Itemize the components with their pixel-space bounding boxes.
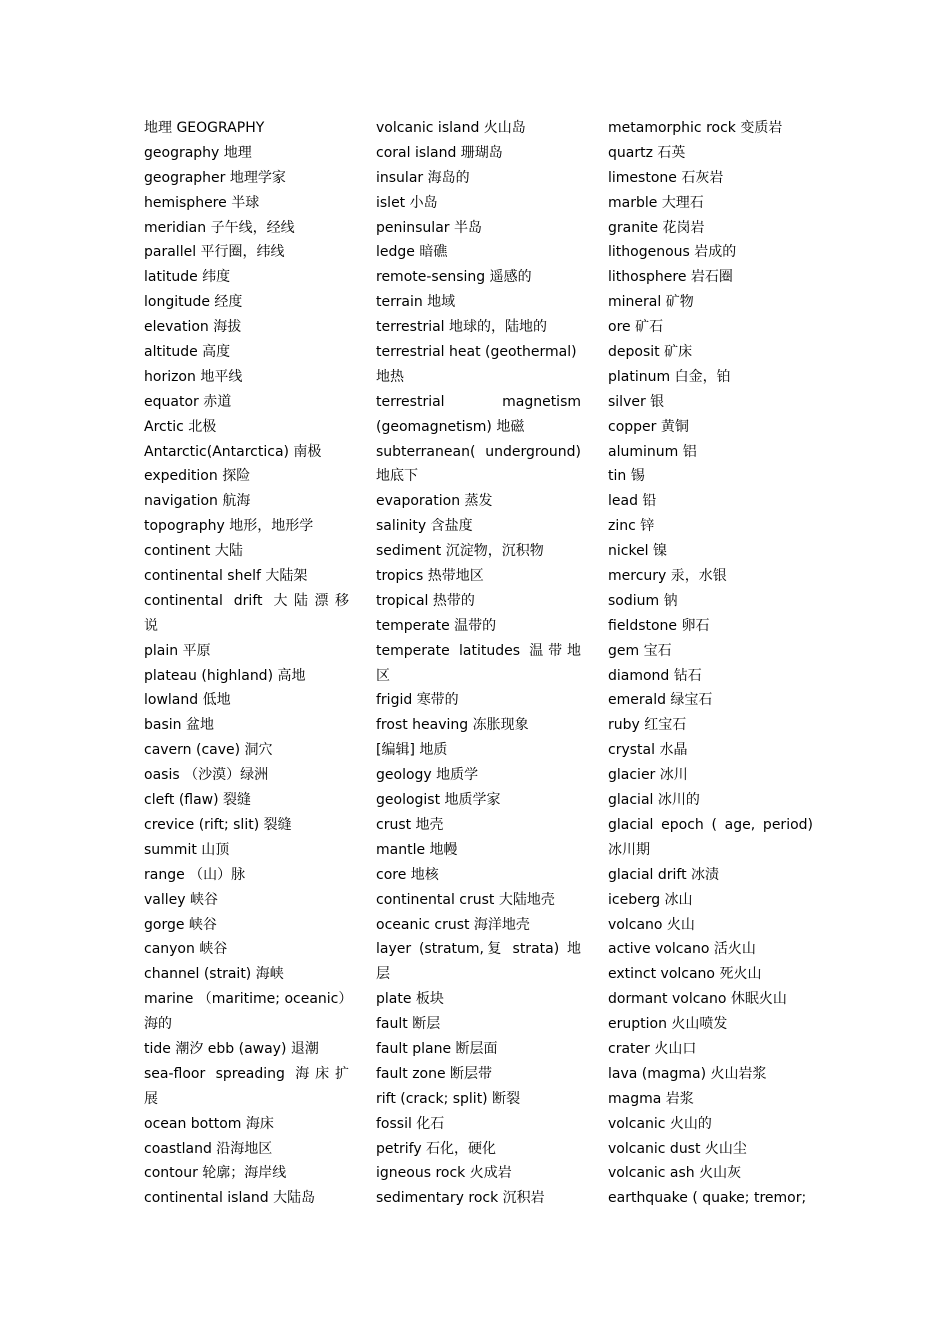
vocab-line: 地热 bbox=[376, 368, 404, 385]
vocab-line: volcanic island 火山岛 bbox=[376, 120, 526, 136]
vocab-line: plate 板块 bbox=[376, 991, 444, 1008]
vocab-line: continental shelf 大陆架 bbox=[144, 568, 308, 585]
vocab-line: topography 地形，地形学 bbox=[144, 518, 314, 535]
vocab-line: ruby 红宝石 bbox=[608, 717, 687, 734]
vocab-line: glacier 冰川 bbox=[608, 767, 688, 784]
vocab-line: subterranean( underground) bbox=[376, 443, 581, 460]
vocab-line: elevation 海拔 bbox=[144, 319, 242, 336]
vocab-line: 区 bbox=[376, 667, 390, 684]
vocab-line: (geomagnetism) 地磁 bbox=[376, 418, 525, 435]
vocab-line: marine （maritime; oceanic） bbox=[144, 991, 353, 1008]
vocab-line: volcanic ash 火山灰 bbox=[608, 1165, 742, 1182]
vocab-line: dormant volcano 休眠火山 bbox=[608, 991, 787, 1008]
vocab-line: range （山）脉 bbox=[144, 866, 246, 883]
vocab-line: volcano 火山 bbox=[608, 916, 695, 933]
vocab-line: basin 盆地 bbox=[144, 717, 214, 734]
vocab-line: horizon 地平线 bbox=[144, 368, 243, 385]
vocab-line: oasis （沙漠）绿洲 bbox=[144, 767, 269, 784]
vocab-line: plateau (highland) 高地 bbox=[144, 667, 306, 684]
vocab-line: peninsular 半岛 bbox=[376, 219, 482, 236]
vocab-line: coastland 沿海地区 bbox=[144, 1140, 273, 1157]
vocab-line: lowland 低地 bbox=[144, 692, 231, 709]
vocab-line: fault 断层 bbox=[376, 1016, 441, 1033]
vocab-line: crater 火山口 bbox=[608, 1040, 697, 1057]
vocab-line: lithosphere 岩石圈 bbox=[608, 269, 733, 286]
vocab-line: lava (magma) 火山岩浆 bbox=[608, 1065, 767, 1082]
vocab-line: fossil 化石 bbox=[376, 1115, 445, 1132]
vocab-line: continental crust 大陆地壳 bbox=[376, 891, 555, 908]
vocab-line: geographer 地理学家 bbox=[144, 169, 286, 186]
vocab-line: ocean bottom 海床 bbox=[144, 1115, 274, 1132]
vocab-line: cleft (flaw) 裂缝 bbox=[144, 792, 252, 809]
vocab-line: marble 大理石 bbox=[608, 194, 704, 211]
vocab-line: iceberg 冰山 bbox=[608, 891, 693, 908]
vocab-line: volcanic dust 火山尘 bbox=[608, 1140, 747, 1157]
vocab-line: continental drift 大陆漂移 bbox=[144, 592, 349, 609]
vocab-line: insular 海岛的 bbox=[376, 169, 470, 186]
vocab-line: terrestrial 地球的，陆地的 bbox=[376, 319, 548, 336]
vocab-line: oceanic crust 海洋地壳 bbox=[376, 916, 530, 933]
vocab-line: sodium 钠 bbox=[608, 592, 678, 609]
vocab-line: platinum 白金，铂 bbox=[608, 368, 731, 385]
vocab-line: fault plane 断层面 bbox=[376, 1040, 498, 1057]
vocab-line: contour 轮廓；海岸线 bbox=[144, 1165, 287, 1182]
vocab-line: channel (strait) 海峡 bbox=[144, 966, 284, 983]
vocab-line: granite 花岗岩 bbox=[608, 219, 705, 236]
vocab-line: deposit 矿床 bbox=[608, 344, 693, 361]
vocab-line: sediment 沉淀物，沉积物 bbox=[376, 543, 544, 560]
vocab-line: continental island 大陆岛 bbox=[144, 1190, 316, 1207]
vocab-line: eruption 火山喷发 bbox=[608, 1016, 728, 1033]
vocab-line: temperate 温带的 bbox=[376, 617, 497, 634]
vocab-line: mercury 汞，水银 bbox=[608, 568, 727, 585]
vocab-line: [编辑] 地质 bbox=[376, 742, 448, 759]
vocab-line: ore 矿石 bbox=[608, 319, 664, 336]
vocab-line: coral island 珊瑚岛 bbox=[376, 144, 503, 161]
vocab-line: hemisphere 半球 bbox=[144, 194, 260, 211]
vocab-line: 展 bbox=[144, 1090, 158, 1107]
vocab-line: crystal 水晶 bbox=[608, 742, 688, 759]
vocab-line: tin 锡 bbox=[608, 468, 645, 485]
vocab-line: geology 地质学 bbox=[376, 767, 479, 784]
vocab-line: magma 岩浆 bbox=[608, 1090, 694, 1107]
vocab-line: 层 bbox=[376, 966, 390, 983]
vocab-column-2 bbox=[376, 116, 581, 1211]
vocab-line: core 地核 bbox=[376, 866, 439, 883]
vocab-line: nickel 镍 bbox=[608, 543, 668, 560]
vocab-line: glacial epoch ( age, period) bbox=[608, 816, 813, 833]
vocab-line: glacial drift 冰渍 bbox=[608, 866, 720, 883]
vocab-line: mineral 矿物 bbox=[608, 294, 694, 311]
vocab-line: plain 平原 bbox=[144, 642, 211, 659]
vocab-line: longitude 经度 bbox=[144, 294, 243, 311]
vocab-line: active volcano 活火山 bbox=[608, 941, 756, 958]
vocab-line: frigid 寒带的 bbox=[376, 692, 459, 709]
vocab-line: extinct volcano 死火山 bbox=[608, 966, 762, 983]
vocab-line: gem 宝石 bbox=[608, 642, 672, 659]
vocab-line: glacial 冰川的 bbox=[608, 792, 700, 809]
vocab-line: salinity 含盐度 bbox=[376, 518, 473, 535]
vocab-line: Arctic 北极 bbox=[144, 418, 217, 435]
vocab-line: altitude 高度 bbox=[144, 344, 231, 361]
vocab-line: lithogenous 岩成的 bbox=[608, 244, 737, 261]
vocab-line: meridian 子午线，经线 bbox=[144, 219, 295, 236]
vocab-line: terrestrial magnetism bbox=[376, 393, 581, 410]
vocab-line: Antarctic(Antarctica) 南极 bbox=[144, 443, 322, 460]
vocab-line: evaporation 蒸发 bbox=[376, 493, 493, 510]
vocab-line: layer (stratum,复 strata) 地 bbox=[376, 941, 581, 958]
vocab-line: 地理 GEOGRAPHY bbox=[144, 120, 265, 136]
vocab-line: fault zone 断层带 bbox=[376, 1065, 493, 1082]
vocab-line: crust 地壳 bbox=[376, 816, 444, 833]
vocab-line: canyon 峡谷 bbox=[144, 941, 228, 958]
vocab-line: terrain 地域 bbox=[376, 294, 456, 311]
vocab-line: geologist 地质学家 bbox=[376, 792, 501, 809]
vocab-line: sedimentary rock 沉积岩 bbox=[376, 1190, 545, 1207]
vocab-line: frost heaving 冻胀现象 bbox=[376, 717, 529, 734]
vocab-line: temperate latitudes 温带地 bbox=[376, 642, 581, 659]
vocab-line: copper 黄铜 bbox=[608, 418, 689, 435]
vocab-line: mantle 地幔 bbox=[376, 841, 458, 858]
vocab-line: gorge 峡谷 bbox=[144, 916, 217, 933]
vocab-line: cavern (cave) 洞穴 bbox=[144, 742, 273, 759]
vocab-line: fieldstone 卵石 bbox=[608, 617, 710, 634]
vocab-line: metamorphic rock 变质岩 bbox=[608, 120, 783, 136]
vocab-line: expedition 探险 bbox=[144, 468, 251, 485]
vocab-line: aluminum 铝 bbox=[608, 443, 697, 460]
vocab-line: tropical 热带的 bbox=[376, 592, 475, 609]
vocab-line: 海的 bbox=[144, 1016, 172, 1033]
vocab-column-1 bbox=[144, 116, 353, 1211]
vocab-line: earthquake ( quake; tremor; bbox=[608, 1190, 807, 1207]
vocab-line: latitude 纬度 bbox=[144, 269, 231, 286]
vocab-line: 地底下 bbox=[376, 468, 418, 485]
vocab-line: diamond 钻石 bbox=[608, 667, 702, 684]
vocab-column-3 bbox=[608, 116, 813, 1211]
vocab-line: islet 小岛 bbox=[376, 194, 438, 211]
vocab-line: sea-floor spreading 海床扩 bbox=[144, 1065, 349, 1082]
vocab-line: crevice (rift; slit) 裂缝 bbox=[144, 816, 292, 833]
vocab-line: zinc 锌 bbox=[608, 518, 655, 535]
vocab-line: 说 bbox=[144, 617, 158, 634]
vocab-line: limestone 石灰岩 bbox=[608, 169, 724, 186]
vocab-line: terrestrial heat (geothermal) bbox=[376, 344, 577, 361]
vocab-line: tide 潮汐 ebb (away) 退潮 bbox=[144, 1040, 319, 1057]
vocab-line: emerald 绿宝石 bbox=[608, 692, 713, 709]
vocab-line: equator 赤道 bbox=[144, 393, 232, 410]
vocab-line: silver 银 bbox=[608, 393, 665, 410]
vocab-line: igneous rock 火成岩 bbox=[376, 1165, 512, 1182]
vocab-line: volcanic 火山的 bbox=[608, 1115, 712, 1132]
vocab-line: geography 地理 bbox=[144, 144, 252, 161]
vocab-line: summit 山顶 bbox=[144, 841, 230, 858]
vocab-line: 冰川期 bbox=[608, 841, 650, 858]
vocab-line: valley 峡谷 bbox=[144, 891, 218, 908]
vocab-line: ledge 暗礁 bbox=[376, 244, 448, 261]
vocab-line: parallel 平行圈，纬线 bbox=[144, 244, 285, 261]
vocab-line: petrify 石化，硬化 bbox=[376, 1140, 497, 1157]
vocab-line: rift (crack; split) 断裂 bbox=[376, 1090, 521, 1107]
vocab-line: navigation 航海 bbox=[144, 493, 251, 510]
vocab-line: tropics 热带地区 bbox=[376, 568, 484, 585]
vocab-line: lead 铅 bbox=[608, 493, 657, 510]
vocab-line: remote-sensing 遥感的 bbox=[376, 269, 532, 286]
vocab-line: continent 大陆 bbox=[144, 543, 243, 560]
vocab-line: quartz 石英 bbox=[608, 144, 686, 161]
